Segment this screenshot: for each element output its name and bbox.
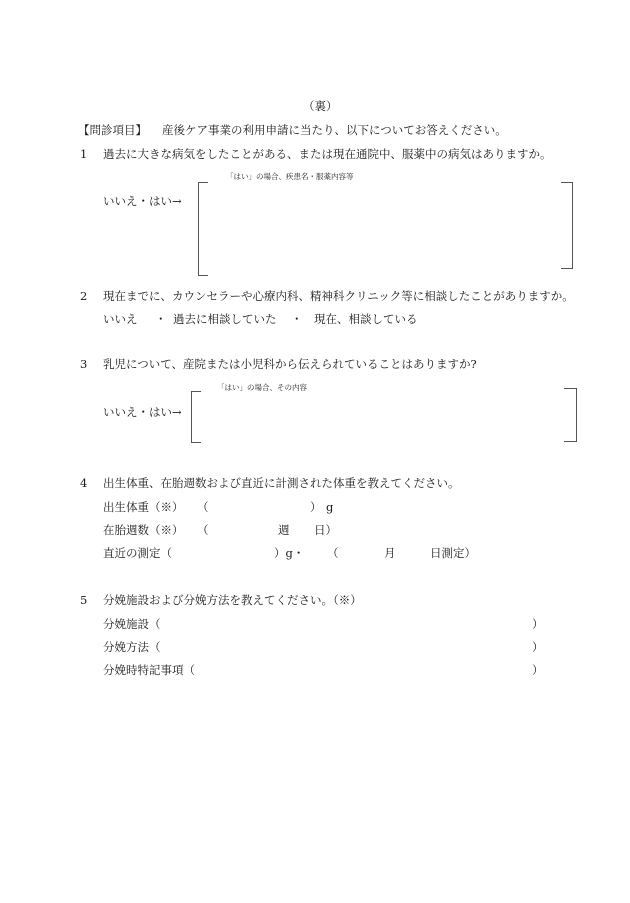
page-header: （裏） <box>303 99 338 113</box>
q2-option-no[interactable]: いいえ <box>103 312 138 326</box>
birth-weight-field[interactable] <box>212 500 307 514</box>
q2-option-past[interactable]: 過去に相談していた <box>173 312 277 326</box>
notes-label: 分娩時特記事項（ <box>103 663 195 677</box>
notes-field[interactable] <box>200 663 530 677</box>
q3-question: 乳児について、産院または小児科から伝えられていることはありますか? <box>103 357 477 371</box>
open-paren: （ <box>197 500 209 514</box>
gestation-days-field[interactable] <box>294 523 312 537</box>
gestation-label: 在胎週数（※） <box>103 523 184 537</box>
open-paren: （ <box>197 523 209 537</box>
intro-label: 【問診項目】 <box>78 123 147 137</box>
q1-answer-box-right-bracket <box>561 182 573 269</box>
q1-question: 過去に大きな病気をしたことがある、または現在通院中、服薬中の病気はありますか。 <box>103 147 552 161</box>
method-label: 分娩方法（ <box>103 640 161 654</box>
intro-text: 産後ケア事業の利用申請に当たり、以下についてお答えください。 <box>162 123 507 137</box>
day-unit: 日） <box>314 523 337 537</box>
gestation-weeks-field[interactable] <box>212 523 272 537</box>
q3-answer: いいえ・はい→ <box>103 405 182 419</box>
q1-answer-box[interactable] <box>207 184 557 268</box>
q2-option-current[interactable]: 現在、相談している <box>314 312 418 326</box>
q3-box-label: 「はい」の場合、その内容 <box>217 383 307 392</box>
day-measured: 日測定） <box>430 546 476 560</box>
week-unit: 週 <box>278 523 290 537</box>
q2-separator: ・ <box>291 312 303 326</box>
unit-g: g <box>326 500 334 514</box>
q4-question: 出生体重、在胎週数および直近に計測された体重を教えてください。 <box>103 476 460 490</box>
q3-answer-box-right-bracket <box>564 388 577 442</box>
q1-number: 1 <box>80 147 88 161</box>
q3-number: 3 <box>80 357 88 371</box>
q1-box-label: 「はい」の場合、疾患名・服薬内容等 <box>226 172 354 181</box>
facility-field[interactable] <box>170 617 530 631</box>
close-paren: ） <box>532 617 544 631</box>
q3-answer-box[interactable] <box>200 392 560 438</box>
q5-question: 分娩施設および分娩方法を教えてください。（※） <box>103 593 362 607</box>
measure-day-field[interactable] <box>400 546 426 560</box>
measure-month-field[interactable] <box>345 546 380 560</box>
q2-number: 2 <box>80 289 88 303</box>
q2-question: 現在までに、カウンセラーや心療内科、精神科クリニック等に相談したことがありますか。 <box>103 289 574 303</box>
recent-weight-field[interactable] <box>178 546 273 560</box>
q1-answer: いいえ・はい→ <box>103 194 182 208</box>
recent-measure-label: 直近の測定（ <box>103 546 172 560</box>
q4-number: 4 <box>80 476 88 490</box>
close-paren: ） <box>532 640 544 654</box>
close-paren: ） <box>532 663 544 677</box>
q2-separator: ・ <box>155 312 167 326</box>
recent-close: ）g・ <box>274 546 305 560</box>
q5-number: 5 <box>80 593 88 607</box>
facility-label: 分娩施設（ <box>103 617 161 631</box>
birth-weight-label: 出生体重（※） <box>103 500 184 514</box>
open-paren: （ <box>327 546 339 560</box>
close-paren: ） <box>310 500 322 514</box>
month-unit: 月 <box>384 546 396 560</box>
method-field[interactable] <box>170 640 530 654</box>
